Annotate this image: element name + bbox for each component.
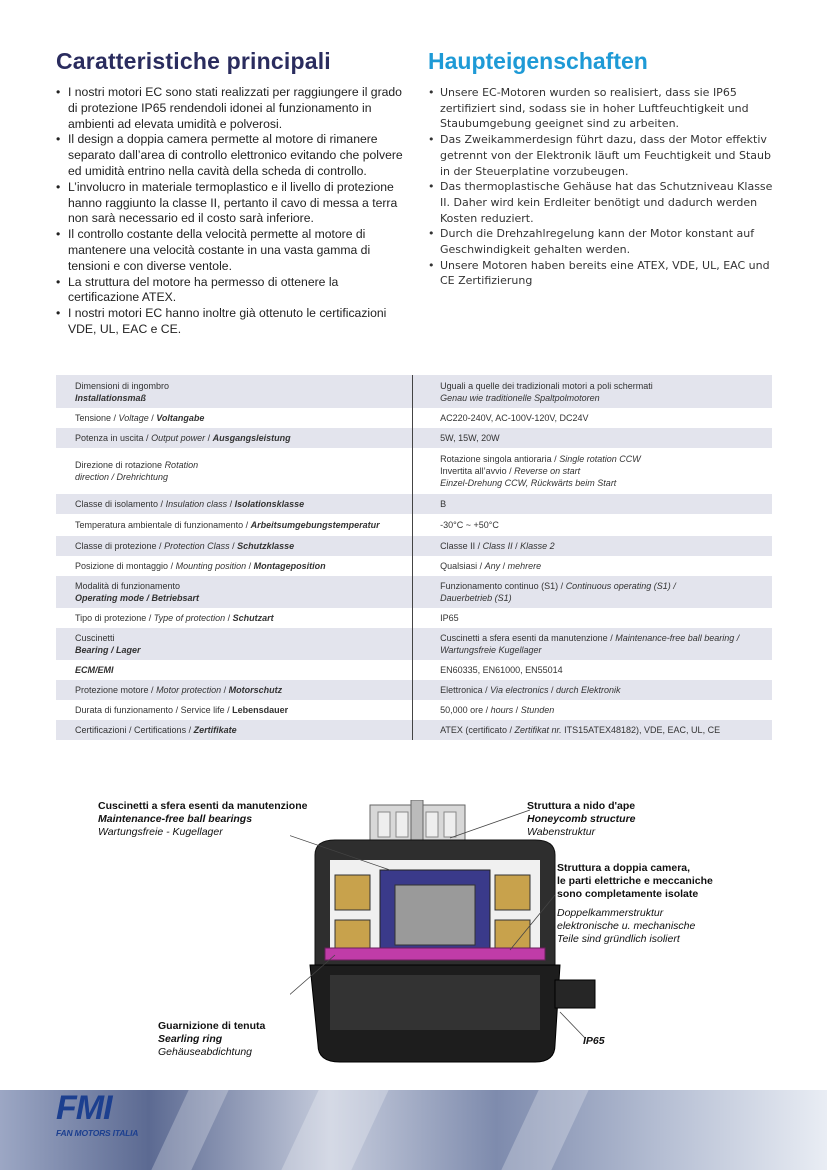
spec-value: B — [413, 494, 772, 514]
spec-label: Potenza in uscita / Output power / Ausgangsleistung — [56, 428, 413, 448]
fan-motors-italia-logo — [56, 1088, 166, 1148]
spec-value: Uguali a quelle dei tradizionali motori a poli schermati Genau wie traditionelle Spaltpolmotoren — [413, 375, 772, 408]
spec-label: Classe di isolamento / Insulation class / Isolationsklasse — [56, 494, 413, 514]
spec-value: Qualsiasi / Any / mehrere — [413, 556, 772, 576]
spec-value: 5W, 15W, 20W — [413, 428, 772, 448]
logo-mark: FMI — [56, 1089, 112, 1127]
table-row — [56, 448, 772, 494]
italian-title: Caratteristiche principali — [56, 48, 331, 74]
list-item: • Il controllo costante della velocità permette al motore di mantenere una velocità costante in una vasta gamma di tensioni e con diverse ventole. — [56, 227, 406, 274]
spec-value: -30°C ~ +50°C — [413, 514, 772, 536]
german-title: Haupteigenschaften — [428, 48, 648, 74]
spec-value: EN60335, EN61000, EN55014 — [413, 660, 772, 680]
bearings-callout: Cuscinetti a sfera esenti da manutenzione Maintenance-free ball bearings Wartungsfreie - Kugellager — [98, 800, 308, 838]
table-row — [56, 428, 772, 448]
spec-label: Direzione di rotazione Rotation direction / Drehrichtung — [75, 460, 199, 482]
list-item: • Das Zweikammerdesign führt dazu, dass der Motor effektiv getrennt von der Elektronik läuft um Feuchtigkeit und Staub in der Steuerplatine vorzubeugen. — [428, 132, 778, 179]
spec-label: Protezione motore / Motor protection / Motorschutz — [56, 680, 413, 700]
spec-label: Tensione / Voltage / Voltangabe — [75, 413, 205, 423]
spec-value: Cuscinetti a sfera esenti da manutenzione / Maintenance-free ball bearing / Wartungsfreie Kugellager — [413, 628, 772, 660]
table-row — [56, 494, 772, 514]
seal-callout: Guarnizione di tenuta Searling ring Gehäuseabdichtung — [158, 1020, 266, 1058]
table-row — [56, 536, 772, 556]
german-features — [428, 48, 778, 289]
spec-label: Classe di protezione / Protection Class / Schutzklasse — [56, 536, 413, 556]
spec-value: IP65 — [413, 608, 772, 628]
table-row — [56, 375, 772, 408]
list-item: • Das thermoplastische Gehäuse hat das Schutzniveau Klasse II. Daher wird kein Erdleiter benötigt und dadurch werden Kosten reduziert. — [428, 179, 778, 226]
spec-value: Funzionamento continuo (S1) / Continuous operating (S1) / Dauerbetrieb (S1) — [413, 576, 772, 608]
double-chamber-callout: Struttura a doppia camera, le parti elettriche e meccaniche sono completamente isolate Doppelkammerstruktur elektronische u. mechanische Teile sind gründlich isoliert — [557, 862, 713, 945]
list-item: • Il design a doppia camera permette al motore di rimanere separato dall’area di controllo elettronico evitando che polvere ed umidità entrino nella cavità della scheda di controllo. — [56, 132, 406, 179]
table-row — [56, 408, 772, 428]
list-item: • Unsere EC-Motoren wurden so realisiert, dass sie IP65 zertifiziert sind, sodass sie in hoher Luftfeuchtigkeit und Staubumgebung geeignet sind zu arbeiten. — [428, 85, 778, 132]
spec-value: 50,000 ore / hours / Stunden — [413, 700, 772, 720]
spec-table — [56, 375, 772, 740]
table-row — [56, 720, 772, 740]
spec-label: Certificazioni / Certifications / Zertifikate — [56, 720, 413, 740]
table-row — [56, 608, 772, 628]
spec-label: ECM/EMI — [75, 665, 114, 675]
spec-value: AC220-240V, AC-100V-120V, DC24V — [413, 408, 772, 428]
table-row — [56, 628, 772, 660]
spec-label: Dimensioni di ingombro Installationsmaß — [56, 375, 413, 408]
spec-label: Modalità di funzionamento Operating mode / Betriebsart — [56, 576, 413, 608]
list-item: • I nostri motori EC sono stati realizzati per raggiungere il grado di protezione IP65 rendendoli idonei al funzionamento in ambienti ad elevata umidità e polverosi. — [56, 85, 406, 132]
logo-text: FAN MOTORS ITALIA — [56, 1128, 139, 1138]
honeycomb-callout: Struttura a nido d'ape Honeycomb structure Wabenstruktur — [527, 800, 636, 838]
ip65-callout: IP65 — [583, 1035, 605, 1047]
motor-cutaway-diagram — [290, 800, 600, 1070]
table-row — [56, 680, 772, 700]
spec-value: ATEX (certificato / Zertifikat nr. ITS15ATEX48182), VDE, EAC, UL, CE — [413, 720, 772, 740]
spec-value: Elettronica / Via electronics / durch Elektronik — [413, 680, 772, 700]
table-row — [56, 660, 772, 680]
table-row — [56, 700, 772, 720]
spec-value: Classe II / Class II / Klasse 2 — [413, 536, 772, 556]
spec-label: Tipo di protezione / Type of protection / Schutzart — [75, 613, 274, 623]
spec-label: Durata di funzionamento / Service life / Lebensdauer — [75, 705, 289, 715]
table-row — [56, 576, 772, 608]
italian-features — [56, 48, 406, 338]
spec-label: Cuscinetti Bearing / Lager — [56, 628, 413, 660]
list-item: • Durch die Drehzahlregelung kann der Motor konstant auf Geschwindigkeit gehalten werden. — [428, 226, 778, 257]
german-bullet-list — [428, 85, 778, 289]
table-row — [56, 556, 772, 576]
italian-bullet-list — [56, 85, 406, 338]
list-item: • La struttura del motore ha permesso di ottenere la certificazione ATEX. — [56, 275, 406, 307]
table-row — [56, 514, 772, 536]
list-item: • L’involucro in materiale termoplastico e il livello di protezione hanno raggiunto la classe II, pertanto il cavo di messa a terra non sarà necessario ed il costo sarà inferiore. — [56, 180, 406, 227]
spec-value: Rotazione singola antioraria / Single rotation CCW Invertita all’avvio / Reverse on start Einzel-Drehung CCW, Rückwärts beim Start — [413, 448, 772, 494]
list-item: • Unsere Motoren haben bereits eine ATEX, VDE, UL, EAC und CE Zertifizierung — [428, 258, 778, 289]
list-item: • I nostri motori EC hanno inoltre già ottenuto le certificazioni VDE, UL, EAC e CE. — [56, 306, 406, 338]
spec-label: Temperatura ambientale di funzionamento / Arbeitsumgebungstemperatur — [75, 520, 380, 530]
spec-label: Posizione di montaggio / Mounting position / Montageposition — [75, 561, 326, 571]
